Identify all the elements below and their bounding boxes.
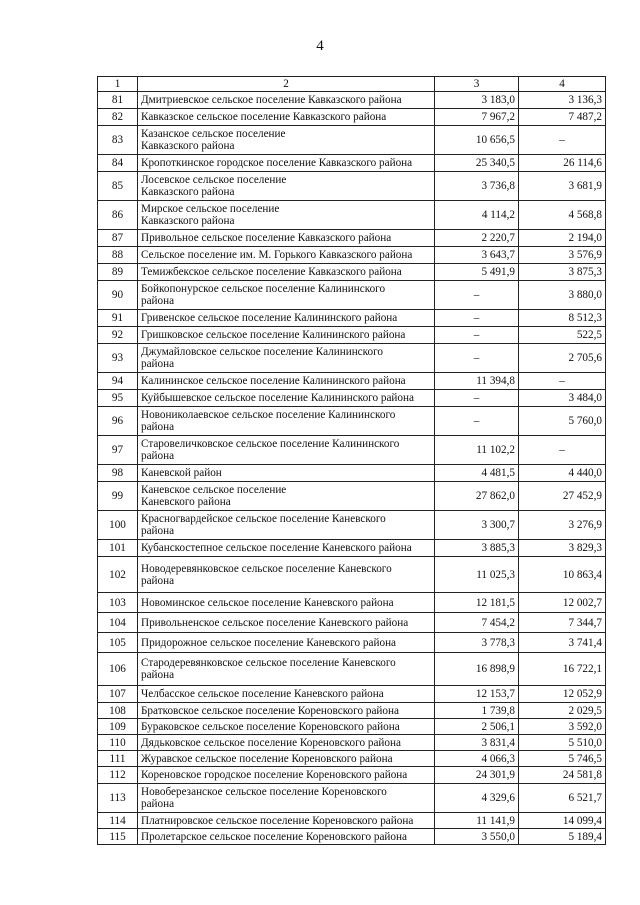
table-row	[98, 767, 606, 784]
row-number-cell: 82	[98, 109, 138, 126]
row-number-cell: 115	[98, 829, 138, 845]
settlement-name-cell: Калининское сельское поселение Калининского района	[138, 373, 435, 390]
row-number-cell: 97	[98, 436, 138, 465]
column-4-value-cell: 2 029,5	[519, 703, 606, 719]
column-4-value-cell: 7 487,2	[519, 109, 606, 126]
column-3-value-cell: 3 643,7	[435, 247, 519, 264]
settlement-name-cell: Новодеревянковское сельское поселение Каневского района	[138, 557, 435, 593]
column-3-value-cell: –	[435, 327, 519, 344]
table-row	[98, 344, 606, 373]
column-3-value-cell: 7 454,2	[435, 613, 519, 633]
column-3-value-cell: –	[435, 281, 519, 310]
settlement-name-cell: Дмитриевское сельское поселение Кавказского района	[138, 92, 435, 109]
row-number-cell: 88	[98, 247, 138, 264]
row-number-cell: 106	[98, 653, 138, 686]
column-3-value-cell: 10 656,5	[435, 126, 519, 155]
table-row	[98, 540, 606, 557]
table-row	[98, 784, 606, 813]
settlement-name-cell: Журавское сельское поселение Кореновского района	[138, 751, 435, 767]
table-row	[98, 155, 606, 172]
table-row	[98, 247, 606, 264]
row-number-cell: 96	[98, 407, 138, 436]
table-row	[98, 593, 606, 613]
column-3-value-cell: 5 491,9	[435, 264, 519, 281]
header-col-1: 1	[98, 77, 138, 92]
settlement-name-cell: Каневское сельское поселение Каневского района	[138, 482, 435, 511]
column-4-value-cell: 4 440,0	[519, 465, 606, 482]
column-3-value-cell: 11 141,9	[435, 813, 519, 829]
table-row	[98, 327, 606, 344]
header-col-3: 3	[435, 77, 519, 92]
column-3-value-cell: 27 862,0	[435, 482, 519, 511]
column-4-value-cell: 3 276,9	[519, 511, 606, 540]
row-number-cell: 105	[98, 633, 138, 653]
column-4-value-cell: 14 099,4	[519, 813, 606, 829]
table-row	[98, 686, 606, 703]
table-row	[98, 465, 606, 482]
settlement-name-cell: Гришковское сельское поселение Калининского района	[138, 327, 435, 344]
column-3-value-cell: 4 114,2	[435, 201, 519, 230]
settlement-name-cell: Привольненское сельское поселение Каневского района	[138, 613, 435, 633]
settlement-name-cell: Сельское поселение им. М. Горького Кавказского района	[138, 247, 435, 264]
column-3-value-cell: 3 550,0	[435, 829, 519, 845]
column-4-value-cell: 12 052,9	[519, 686, 606, 703]
column-4-value-cell: 522,5	[519, 327, 606, 344]
settlement-name-cell: Кавказское сельское поселение Кавказского района	[138, 109, 435, 126]
column-3-value-cell: –	[435, 310, 519, 327]
column-4-value-cell: 12 002,7	[519, 593, 606, 613]
table-row	[98, 751, 606, 767]
column-4-value-cell: –	[519, 436, 606, 465]
settlement-name-cell: Куйбышевское сельское поселение Калининского района	[138, 390, 435, 407]
row-number-cell: 86	[98, 201, 138, 230]
column-3-value-cell: 3 300,7	[435, 511, 519, 540]
column-4-value-cell: 5 510,0	[519, 735, 606, 751]
column-4-value-cell: 5 746,5	[519, 751, 606, 767]
settlement-name-cell: Лосевское сельское поселение Кавказского района	[138, 172, 435, 201]
row-number-cell: 112	[98, 767, 138, 784]
row-number-cell: 107	[98, 686, 138, 703]
row-number-cell: 87	[98, 230, 138, 247]
column-3-value-cell: 25 340,5	[435, 155, 519, 172]
column-3-value-cell: 4 066,3	[435, 751, 519, 767]
column-3-value-cell: –	[435, 407, 519, 436]
table-row	[98, 735, 606, 751]
column-4-value-cell: 3 592,0	[519, 719, 606, 735]
column-3-value-cell: 4 329,6	[435, 784, 519, 813]
table-row	[98, 436, 606, 465]
column-4-value-cell: 5 760,0	[519, 407, 606, 436]
row-number-cell: 102	[98, 557, 138, 593]
column-3-value-cell: 3 778,3	[435, 633, 519, 653]
table-row	[98, 703, 606, 719]
row-number-cell: 91	[98, 310, 138, 327]
table-row	[98, 653, 606, 686]
table-row	[98, 482, 606, 511]
row-number-cell: 114	[98, 813, 138, 829]
column-4-value-cell: 8 512,3	[519, 310, 606, 327]
row-number-cell: 84	[98, 155, 138, 172]
table-row	[98, 813, 606, 829]
settlement-name-cell: Бойкопонурское сельское поселение Калининского района	[138, 281, 435, 310]
settlement-name-cell: Красногвардейское сельское поселение Каневского района	[138, 511, 435, 540]
settlement-name-cell: Платнировское сельское поселение Кореновского района	[138, 813, 435, 829]
column-4-value-cell: 16 722,1	[519, 653, 606, 686]
column-4-value-cell: –	[519, 373, 606, 390]
row-number-cell: 111	[98, 751, 138, 767]
settlement-name-cell: Дядьковское сельское поселение Кореновского района	[138, 735, 435, 751]
table-row	[98, 633, 606, 653]
row-number-cell: 110	[98, 735, 138, 751]
row-number-cell: 108	[98, 703, 138, 719]
settlement-name-cell: Пролетарское сельское поселение Кореновского района	[138, 829, 435, 845]
row-number-cell: 101	[98, 540, 138, 557]
settlement-name-cell: Кропоткинское городское поселение Кавказского района	[138, 155, 435, 172]
column-4-value-cell: 3 741,4	[519, 633, 606, 653]
column-3-value-cell: 3 183,0	[435, 92, 519, 109]
row-number-cell: 85	[98, 172, 138, 201]
column-4-value-cell: 10 863,4	[519, 557, 606, 593]
column-4-value-cell: –	[519, 126, 606, 155]
table-row	[98, 373, 606, 390]
column-3-value-cell: 16 898,9	[435, 653, 519, 686]
column-4-value-cell: 2 194,0	[519, 230, 606, 247]
column-4-value-cell: 24 581,8	[519, 767, 606, 784]
column-3-value-cell: 3 885,3	[435, 540, 519, 557]
column-4-value-cell: 5 189,4	[519, 829, 606, 845]
table-row	[98, 557, 606, 593]
row-number-cell: 95	[98, 390, 138, 407]
row-number-cell: 92	[98, 327, 138, 344]
row-number-cell: 99	[98, 482, 138, 511]
table-row	[98, 719, 606, 735]
column-3-value-cell: 12 181,5	[435, 593, 519, 613]
table-row	[98, 172, 606, 201]
table-row	[98, 109, 606, 126]
table-header-row	[98, 77, 606, 92]
column-4-value-cell: 3 880,0	[519, 281, 606, 310]
column-3-value-cell: 2 220,7	[435, 230, 519, 247]
row-number-cell: 89	[98, 264, 138, 281]
row-number-cell: 83	[98, 126, 138, 155]
column-3-value-cell: 3 831,4	[435, 735, 519, 751]
settlement-name-cell: Новониколаевское сельское поселение Калининского района	[138, 407, 435, 436]
column-4-value-cell: 7 344,7	[519, 613, 606, 633]
row-number-cell: 113	[98, 784, 138, 813]
settlement-name-cell: Мирское сельское поселение Кавказского района	[138, 201, 435, 230]
settlement-name-cell: Гривенское сельское поселение Калининского района	[138, 310, 435, 327]
row-number-cell: 100	[98, 511, 138, 540]
settlement-name-cell: Казанское сельское поселение Кавказского района	[138, 126, 435, 155]
settlement-name-cell: Темижбекское сельское поселение Кавказского района	[138, 264, 435, 281]
column-4-value-cell: 3 681,9	[519, 172, 606, 201]
settlement-name-cell: Стародеревянковское сельское поселение Каневского района	[138, 653, 435, 686]
column-4-value-cell: 27 452,9	[519, 482, 606, 511]
settlement-name-cell: Джумайловское сельское поселение Калининского района	[138, 344, 435, 373]
settlement-name-cell: Кубанскостепное сельское поселение Каневского района	[138, 540, 435, 557]
table-row	[98, 92, 606, 109]
row-number-cell: 98	[98, 465, 138, 482]
column-4-value-cell: 4 568,8	[519, 201, 606, 230]
column-4-value-cell: 3 829,3	[519, 540, 606, 557]
column-3-value-cell: 3 736,8	[435, 172, 519, 201]
table-row	[98, 201, 606, 230]
column-3-value-cell: –	[435, 390, 519, 407]
row-number-cell: 109	[98, 719, 138, 735]
column-4-value-cell: 3 875,3	[519, 264, 606, 281]
column-4-value-cell: 2 705,6	[519, 344, 606, 373]
settlement-name-cell: Братковское сельское поселение Кореновского района	[138, 703, 435, 719]
settlement-name-cell: Каневской район	[138, 465, 435, 482]
page-number: 4	[316, 38, 324, 54]
table-row	[98, 829, 606, 845]
table-row	[98, 126, 606, 155]
row-number-cell: 81	[98, 92, 138, 109]
column-4-value-cell: 26 114,6	[519, 155, 606, 172]
column-4-value-cell: 3 484,0	[519, 390, 606, 407]
budget-table	[97, 76, 606, 845]
column-3-value-cell: 7 967,2	[435, 109, 519, 126]
settlement-name-cell: Привольное сельское поселение Кавказского района	[138, 230, 435, 247]
table-row	[98, 264, 606, 281]
column-3-value-cell: 12 153,7	[435, 686, 519, 703]
table-row	[98, 511, 606, 540]
settlement-name-cell: Старовеличковское сельское поселение Калининского района	[138, 436, 435, 465]
column-4-value-cell: 3 576,9	[519, 247, 606, 264]
column-3-value-cell: 4 481,5	[435, 465, 519, 482]
row-number-cell: 104	[98, 613, 138, 633]
column-3-value-cell: 11 394,8	[435, 373, 519, 390]
table-row	[98, 390, 606, 407]
header-col-2: 2	[138, 77, 435, 92]
column-3-value-cell: 2 506,1	[435, 719, 519, 735]
settlement-name-cell: Новоминское сельское поселение Каневского района	[138, 593, 435, 613]
row-number-cell: 93	[98, 344, 138, 373]
row-number-cell: 103	[98, 593, 138, 613]
settlement-name-cell: Придорожное сельское поселение Каневского района	[138, 633, 435, 653]
settlement-name-cell: Бураковское сельское поселение Кореновского района	[138, 719, 435, 735]
column-4-value-cell: 3 136,3	[519, 92, 606, 109]
settlement-name-cell: Челбасское сельское поселение Каневского района	[138, 686, 435, 703]
column-3-value-cell: 24 301,9	[435, 767, 519, 784]
table-row	[98, 613, 606, 633]
column-3-value-cell: 11 102,2	[435, 436, 519, 465]
table-row	[98, 310, 606, 327]
row-number-cell: 90	[98, 281, 138, 310]
table-row	[98, 230, 606, 247]
column-3-value-cell: 11 025,3	[435, 557, 519, 593]
column-4-value-cell: 6 521,7	[519, 784, 606, 813]
table-row	[98, 407, 606, 436]
header-col-4: 4	[519, 77, 606, 92]
settlement-name-cell: Новоберезанское сельское поселение Кореновского района	[138, 784, 435, 813]
column-3-value-cell: 1 739,8	[435, 703, 519, 719]
settlement-name-cell: Кореновское городское поселение Кореновского района	[138, 767, 435, 784]
row-number-cell: 94	[98, 373, 138, 390]
table-row	[98, 281, 606, 310]
column-3-value-cell: –	[435, 344, 519, 373]
